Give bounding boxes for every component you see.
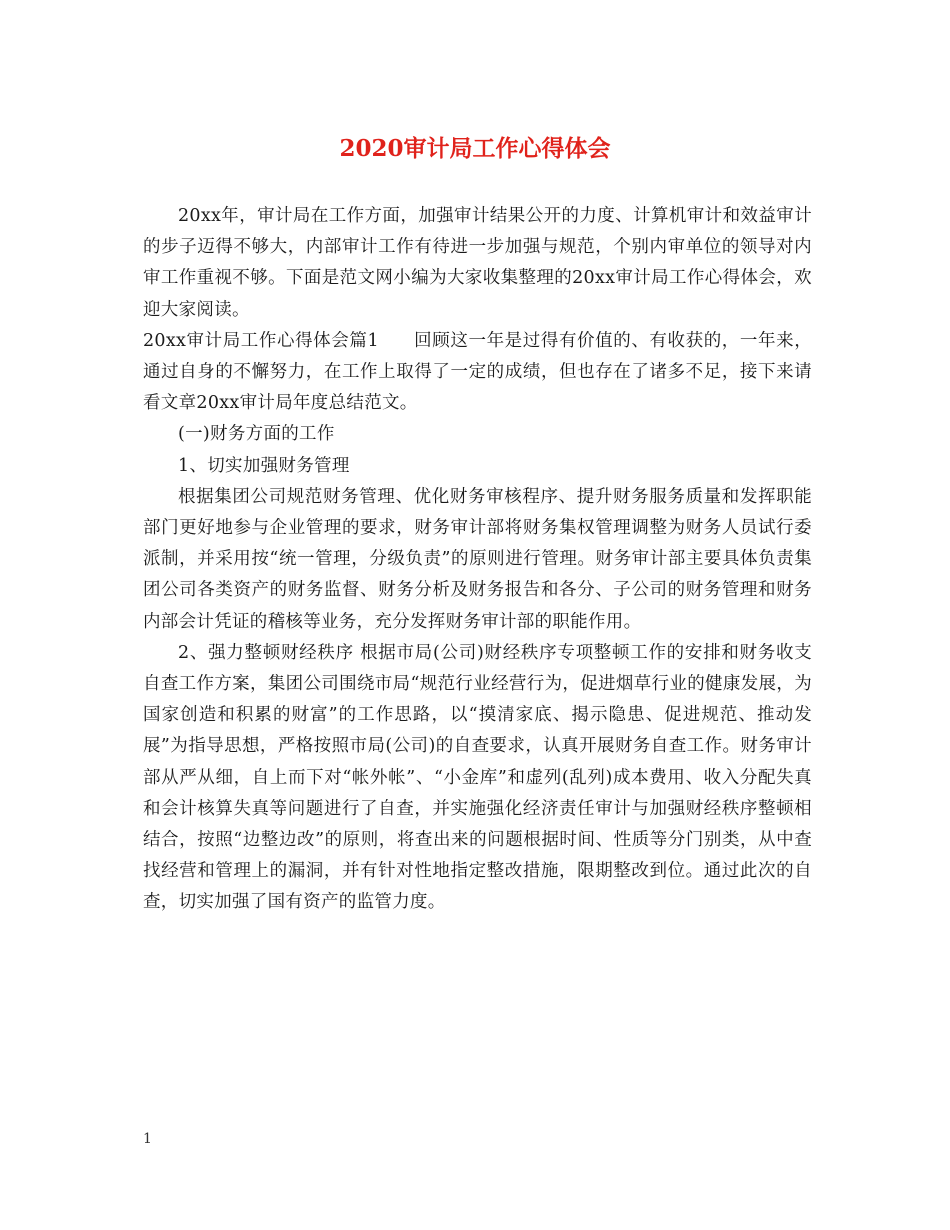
paragraph-finance-management: 根据集团公司规范财务管理、优化财务审核程序、提升财务服务质量和发挥职能部门更好地参与企业管理的要求，财务审计部将财务集权管理调整为财务人员试行委派制，并采用按“统一管理，分级负责”的原则进行管理。财务审计部主要具体负责集团公司各类资产的财务监督、财务分析及财务报告和各分、子公司的财务管理和财务内部会计凭证的稽核等业务，充分发挥财务审计部的职能作用。 [143,486,812,632]
section-paragraph [143,326,812,420]
document-body [143,201,812,919]
paragraph-financial-order: 2、强力整顿财经秩序 根据市局(公司)财经秩序专项整顿工作的安排和财务收支自查工作方案，集团公司围绕市局“规范行业经营行为，促进烟草行业的健康发展，为国家创造和积累的财富”的工作思路，以“摸清家底、揭示隐患、促进规范、推动发展”为指导思想，严格按照市局(公司)的自查要求，认真开展财务自查工作。财务审计部从严从细，自上而下对“帐外帐”、“小金库”和虚列(乱列)成本费用、收入分配失真和会计核算失真等问题进行了自查，并实施强化经济责任审计与加强财经秩序整顿相结合，按照“边整边改”的原则，将查出来的问题根据时间、性质等分门别类，从中查找经营和管理上的漏洞，并有针对性地指定整改措施，限期整改到位。通过此次的自查，切实加强了国有资产的监管力度。 [143,642,812,913]
subheading-finance: (一)财务方面的工作 [178,424,335,445]
section-intro: 回顾这一年是过得有价值的、有收获的，一年来，通过自身的不懈努力，在工作上取得了一定的成绩，但也存在了诸多不足，接下来请看文章20xx审计局年度总结范文。 [143,330,812,414]
document-title: 2020审计局工作心得体会 [339,135,611,162]
page-number: 1 [143,1131,152,1147]
section-heading: 20xx审计局工作心得体会篇1 [143,330,379,351]
subheading-strengthen-management: 1、切实加强财务管理 [178,455,350,476]
intro-paragraph: 20xx年，审计局在工作方面，加强审计结果公开的力度、计算机审计和效益审计的步子迈得不够大，内部审计工作有待进一步加强与规范，个别内审单位的领导对内审工作重视不够。下面是范文网小编为大家收集整理的20xx审计局工作心得体会，欢迎大家阅读。 [143,206,812,320]
